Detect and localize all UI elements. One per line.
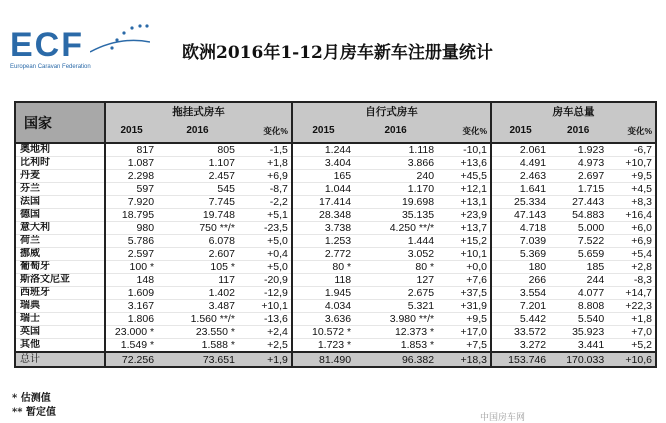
change-cell: +14,7	[607, 287, 655, 300]
country-cell: 意大利	[16, 222, 105, 235]
value-cell: 5.659	[549, 248, 607, 261]
value-cell: 2.607	[157, 248, 238, 261]
change-cell: +5,4	[607, 248, 655, 261]
value-cell: 5.540	[549, 313, 607, 326]
watermark: 中国房车网	[480, 412, 526, 422]
change-cell: -2,2	[238, 196, 292, 209]
table-row	[16, 196, 655, 209]
value-cell: 750 **/*	[157, 222, 238, 235]
country-cell: 奥地利	[16, 143, 105, 157]
value-cell: 19.748	[157, 209, 238, 222]
subheader-change: 变化%	[607, 120, 655, 143]
table-row	[16, 313, 655, 326]
value-cell: 7.039	[491, 235, 549, 248]
table-row	[16, 222, 655, 235]
value-cell: 23.550 *	[157, 326, 238, 339]
value-cell: 2.061	[491, 143, 549, 157]
value-cell: 1.923	[549, 143, 607, 157]
country-cell: 葡萄牙	[16, 261, 105, 274]
country-cell: 其他	[16, 339, 105, 353]
change-cell: +13,1	[437, 196, 491, 209]
value-cell: 817	[105, 143, 157, 157]
change-cell: +12,1	[437, 183, 491, 196]
country-column-header: 国家	[16, 103, 105, 143]
change-cell: +7,0	[607, 326, 655, 339]
value-cell: 8.808	[549, 300, 607, 313]
value-cell: 1.945	[292, 287, 354, 300]
value-cell: 35.135	[354, 209, 437, 222]
table-row	[16, 157, 655, 170]
value-cell: 1.609	[105, 287, 157, 300]
value-cell: 4.718	[491, 222, 549, 235]
change-cell: -6,7	[607, 143, 655, 157]
subheader-change: 变化%	[437, 120, 491, 143]
table-row	[16, 248, 655, 261]
value-cell: 153.746	[491, 352, 549, 366]
subheader-2015: 2015	[292, 120, 354, 143]
value-cell: 4.491	[491, 157, 549, 170]
value-cell: 3.487	[157, 300, 238, 313]
page-title: 欧洲2016年1-12月房车新车注册量统计	[182, 43, 493, 63]
value-cell: 1.118	[354, 143, 437, 157]
change-cell: +5,1	[238, 209, 292, 222]
change-cell: -8,7	[238, 183, 292, 196]
table-row	[16, 339, 655, 353]
country-cell: 丹麦	[16, 170, 105, 183]
country-cell: 荷兰	[16, 235, 105, 248]
table-row	[16, 183, 655, 196]
table-row	[16, 261, 655, 274]
value-cell: 2.772	[292, 248, 354, 261]
registration-table	[16, 103, 655, 366]
value-cell: 3.404	[292, 157, 354, 170]
value-cell: 3.554	[491, 287, 549, 300]
group-header-trailer: 拖挂式房车	[105, 103, 292, 120]
value-cell: 1.253	[292, 235, 354, 248]
value-cell: 180	[491, 261, 549, 274]
value-cell: 266	[491, 274, 549, 287]
value-cell: 2.298	[105, 170, 157, 183]
subheader-2016: 2016	[549, 120, 607, 143]
value-cell: 4.250 **/*	[354, 222, 437, 235]
value-cell: 3.052	[354, 248, 437, 261]
value-cell: 5.000	[549, 222, 607, 235]
change-cell: +37,5	[437, 287, 491, 300]
subheader-2015: 2015	[105, 120, 157, 143]
change-cell: +10,6	[607, 352, 655, 366]
group-header-motorhome: 自行式房车	[292, 103, 491, 120]
change-cell: +1,8	[607, 313, 655, 326]
value-cell: 1.044	[292, 183, 354, 196]
value-cell: 81.490	[292, 352, 354, 366]
value-cell: 7.920	[105, 196, 157, 209]
table-row	[16, 287, 655, 300]
value-cell: 597	[105, 183, 157, 196]
value-cell: 3.866	[354, 157, 437, 170]
change-cell: -20,9	[238, 274, 292, 287]
change-cell: +9,5	[437, 313, 491, 326]
value-cell: 35.923	[549, 326, 607, 339]
value-cell: 73.651	[157, 352, 238, 366]
country-cell: 瑞士	[16, 313, 105, 326]
value-cell: 1.549 *	[105, 339, 157, 353]
change-cell: +8,3	[607, 196, 655, 209]
value-cell: 2.697	[549, 170, 607, 183]
value-cell: 4.973	[549, 157, 607, 170]
value-cell: 1.723 *	[292, 339, 354, 353]
change-cell: -12,9	[238, 287, 292, 300]
value-cell: 805	[157, 143, 238, 157]
value-cell: 4.034	[292, 300, 354, 313]
change-cell: +18,3	[437, 352, 491, 366]
footnotes	[12, 392, 56, 420]
value-cell: 1.853 *	[354, 339, 437, 353]
value-cell: 28.348	[292, 209, 354, 222]
value-cell: 7.745	[157, 196, 238, 209]
value-cell: 1.402	[157, 287, 238, 300]
value-cell: 127	[354, 274, 437, 287]
value-cell: 1.244	[292, 143, 354, 157]
value-cell: 117	[157, 274, 238, 287]
change-cell: +31,9	[437, 300, 491, 313]
change-cell: +5,0	[238, 261, 292, 274]
value-cell: 80 *	[292, 261, 354, 274]
country-cell: 比利时	[16, 157, 105, 170]
country-cell: 斯洛文尼亚	[16, 274, 105, 287]
value-cell: 1.087	[105, 157, 157, 170]
change-cell: +2,4	[238, 326, 292, 339]
header-row-groups	[16, 103, 655, 120]
subheader-2015: 2015	[491, 120, 549, 143]
table-body	[16, 143, 655, 366]
value-cell: 7.522	[549, 235, 607, 248]
value-cell: 5.321	[354, 300, 437, 313]
change-cell: +10,1	[437, 248, 491, 261]
total-row	[16, 352, 655, 366]
value-cell: 17.414	[292, 196, 354, 209]
subheader-change: 变化%	[238, 120, 292, 143]
value-cell: 3.980 **/*	[354, 313, 437, 326]
change-cell: +5,0	[238, 235, 292, 248]
value-cell: 980	[105, 222, 157, 235]
country-cell: 芬兰	[16, 183, 105, 196]
value-cell: 4.077	[549, 287, 607, 300]
value-cell: 240	[354, 170, 437, 183]
table-row	[16, 274, 655, 287]
value-cell: 1.641	[491, 183, 549, 196]
change-cell: +0,0	[437, 261, 491, 274]
value-cell: 545	[157, 183, 238, 196]
change-cell: +1,8	[238, 157, 292, 170]
value-cell: 100 *	[105, 261, 157, 274]
table-row	[16, 143, 655, 157]
change-cell: +13,6	[437, 157, 491, 170]
value-cell: 33.572	[491, 326, 549, 339]
change-cell: +5,2	[607, 339, 655, 353]
subheader-2016: 2016	[354, 120, 437, 143]
change-cell: +6,9	[238, 170, 292, 183]
footnote-estimate: * 估测值	[12, 393, 51, 404]
change-cell: -8,3	[607, 274, 655, 287]
value-cell: 6.078	[157, 235, 238, 248]
value-cell: 105 *	[157, 261, 238, 274]
change-cell: +10,1	[238, 300, 292, 313]
footnote-provisional: ** 暂定值	[12, 407, 56, 418]
change-cell: +7,6	[437, 274, 491, 287]
country-cell: 英国	[16, 326, 105, 339]
value-cell: 5.786	[105, 235, 157, 248]
table-row	[16, 235, 655, 248]
value-cell: 165	[292, 170, 354, 183]
value-cell: 2.463	[491, 170, 549, 183]
group-header-total: 房车总量	[491, 103, 655, 120]
change-cell: +4,5	[607, 183, 655, 196]
change-cell: +7,5	[437, 339, 491, 353]
change-cell: +0,4	[238, 248, 292, 261]
value-cell: 185	[549, 261, 607, 274]
value-cell: 1.588 *	[157, 339, 238, 353]
change-cell: +17,0	[437, 326, 491, 339]
value-cell: 1.170	[354, 183, 437, 196]
table-row	[16, 209, 655, 222]
change-cell: +6,9	[607, 235, 655, 248]
change-cell: +23,9	[437, 209, 491, 222]
value-cell: 80 *	[354, 261, 437, 274]
table-row	[16, 300, 655, 313]
value-cell: 7.201	[491, 300, 549, 313]
value-cell: 3.738	[292, 222, 354, 235]
value-cell: 1.107	[157, 157, 238, 170]
value-cell: 25.334	[491, 196, 549, 209]
value-cell: 1.560 **/*	[157, 313, 238, 326]
change-cell: +9,5	[607, 170, 655, 183]
value-cell: 3.636	[292, 313, 354, 326]
value-cell: 170.033	[549, 352, 607, 366]
value-cell: 3.272	[491, 339, 549, 353]
value-cell: 23.000 *	[105, 326, 157, 339]
value-cell: 5.369	[491, 248, 549, 261]
change-cell: -13,6	[238, 313, 292, 326]
value-cell: 2.457	[157, 170, 238, 183]
value-cell: 5.442	[491, 313, 549, 326]
stars-icon	[90, 18, 150, 58]
table-row	[16, 170, 655, 183]
value-cell: 2.597	[105, 248, 157, 261]
value-cell: 12.373 *	[354, 326, 437, 339]
country-cell: 总计	[16, 352, 105, 366]
value-cell: 72.256	[105, 352, 157, 366]
value-cell: 19.698	[354, 196, 437, 209]
ecf-logo	[10, 8, 170, 68]
value-cell: 148	[105, 274, 157, 287]
registration-table-wrap	[14, 101, 657, 368]
header-row-years	[16, 120, 655, 143]
change-cell: +10,7	[607, 157, 655, 170]
change-cell: -23,5	[238, 222, 292, 235]
country-cell: 挪威	[16, 248, 105, 261]
country-cell: 法国	[16, 196, 105, 209]
value-cell: 47.143	[491, 209, 549, 222]
value-cell: 18.795	[105, 209, 157, 222]
value-cell: 118	[292, 274, 354, 287]
change-cell: +45,5	[437, 170, 491, 183]
subheader-2016: 2016	[157, 120, 238, 143]
change-cell: +2,8	[607, 261, 655, 274]
value-cell: 54.883	[549, 209, 607, 222]
logo-text: ECF	[10, 26, 84, 64]
value-cell: 3.167	[105, 300, 157, 313]
change-cell: +22,3	[607, 300, 655, 313]
change-cell: -1,5	[238, 143, 292, 157]
change-cell: +16,4	[607, 209, 655, 222]
country-cell: 瑞典	[16, 300, 105, 313]
value-cell: 244	[549, 274, 607, 287]
change-cell: +13,7	[437, 222, 491, 235]
table-row	[16, 326, 655, 339]
country-cell: 西班牙	[16, 287, 105, 300]
country-cell: 德国	[16, 209, 105, 222]
value-cell: 96.382	[354, 352, 437, 366]
value-cell: 10.572 *	[292, 326, 354, 339]
value-cell: 3.441	[549, 339, 607, 353]
change-cell: +15,2	[437, 235, 491, 248]
change-cell: +2,5	[238, 339, 292, 353]
logo-subtitle: European Caravan Federation	[10, 64, 91, 70]
value-cell: 1.444	[354, 235, 437, 248]
value-cell: 27.443	[549, 196, 607, 209]
change-cell: -10,1	[437, 143, 491, 157]
value-cell: 1.806	[105, 313, 157, 326]
change-cell: +1,9	[238, 352, 292, 366]
change-cell: +6,0	[607, 222, 655, 235]
value-cell: 2.675	[354, 287, 437, 300]
value-cell: 1.715	[549, 183, 607, 196]
